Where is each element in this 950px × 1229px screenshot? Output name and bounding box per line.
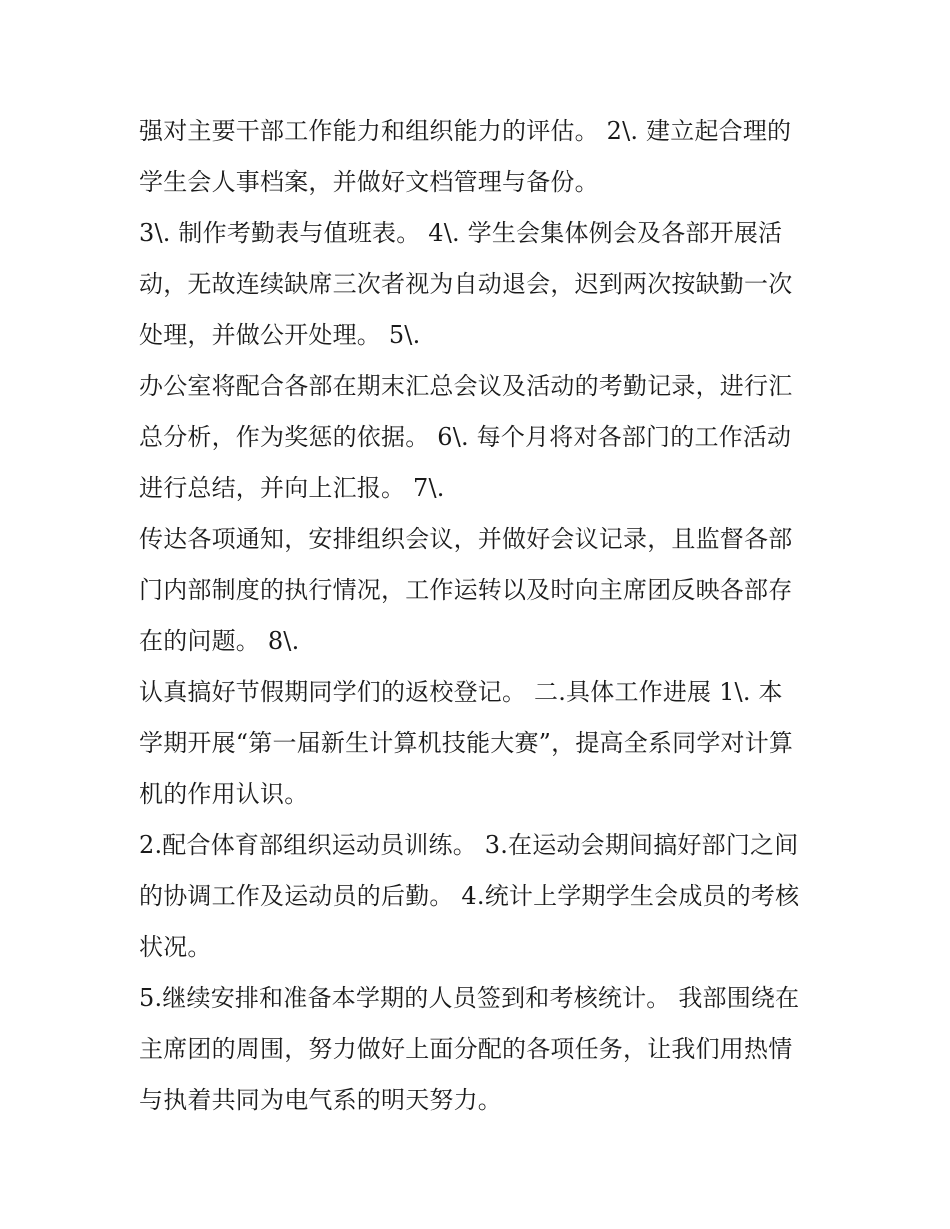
text-line: 2.配合体育部组织运动员训练。 3.在运动会期间搞好部门之间 bbox=[139, 831, 799, 859]
text-line: 动，无故连续缺席三次者视为自动退会，迟到两次按缺勤一次 bbox=[139, 270, 793, 298]
text-line: 学期开展“第一届新生计算机技能大赛”，提高全系同学对计算 bbox=[139, 729, 794, 757]
text-line: 状况。 bbox=[139, 933, 212, 961]
text-line: 处理，并做公开处理。 5\. bbox=[139, 321, 421, 349]
text-line: 办公室将配合各部在期末汇总会议及活动的考勤记录，进行汇 bbox=[139, 372, 793, 400]
text-line: 进行总结，并向上汇报。 7\. bbox=[139, 474, 445, 502]
text-line: 主席团的周围，努力做好上面分配的各项任务，让我们用热情 bbox=[139, 1035, 793, 1063]
text-line: 学生会人事档案，并做好文档管理与备份。 bbox=[139, 168, 599, 196]
document-body bbox=[139, 106, 819, 1126]
text-line: 认真搞好节假期同学们的返校登记。 二.具体工作进展 1\. 本 bbox=[139, 678, 783, 706]
text-line: 在的问题。 8\. bbox=[139, 627, 300, 655]
text-line: 5.继续安排和准备本学期的人员签到和考核统计。 我部围绕在 bbox=[139, 984, 800, 1012]
text-line: 总分析，作为奖惩的依据。 6\. 每个月将对各部门的工作活动 bbox=[139, 423, 792, 451]
text-line: 与执着共同为电气系的明天努力。 bbox=[139, 1086, 502, 1114]
text-line: 传达各项通知，安排组织会议，并做好会议记录，且监督各部 bbox=[139, 525, 793, 553]
text-line: 强对主要干部工作能力和组织能力的评估。 2\. 建立起合理的 bbox=[139, 117, 792, 145]
text-line: 机的作用认识。 bbox=[139, 780, 309, 808]
text-line: 门内部制度的执行情况，工作运转以及时向主席团反映各部存 bbox=[139, 576, 793, 604]
text-line: 3\. 制作考勤表与值班表。 4\. 学生会集体例会及各部开展活 bbox=[139, 219, 783, 247]
text-line: 的协调工作及运动员的后勤。 4.统计上学期学生会成员的考核 bbox=[139, 882, 800, 910]
